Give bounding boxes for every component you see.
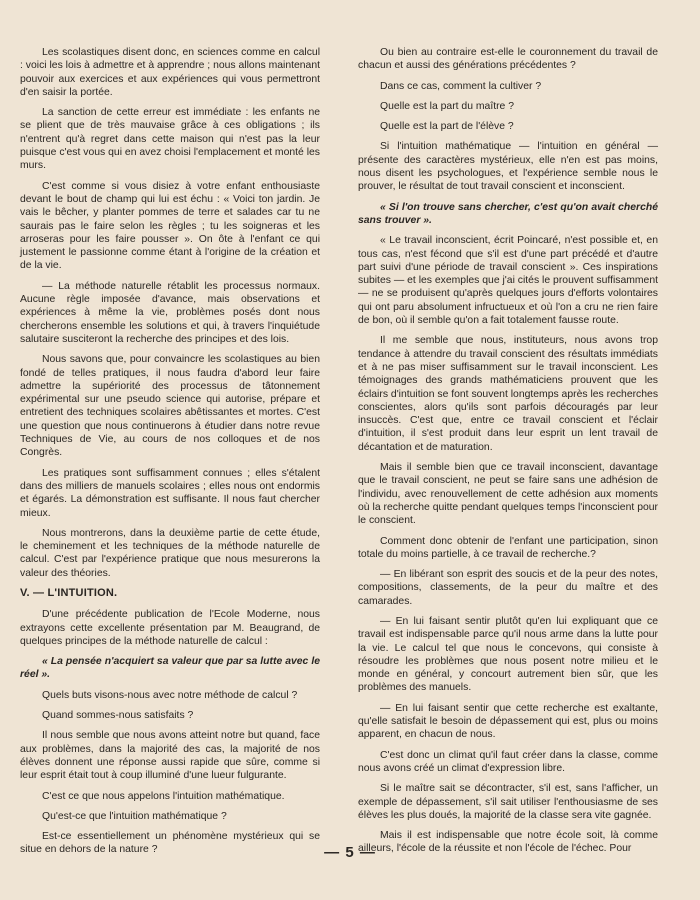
section-heading: V. — L'INTUITION. bbox=[20, 586, 118, 599]
paragraph: C'est donc un climat qu'il faut créer dans la classe, comme nous avons créé un climat d'expression libre. bbox=[358, 749, 658, 774]
paragraph: Quels buts visons-nous avec notre méthode de calcul ? bbox=[42, 689, 298, 701]
paragraph: Il nous semble que nous avons atteint notre but quand, face aux problèmes, dans la majorité des cas, la majorité de nos élèves donnent une réponse aussi rapide que sûre, comme si leur esprit était tout à coup illuminé d'une lueur fulgurante. bbox=[20, 730, 320, 782]
paragraph: Quand sommes-nous satisfaits ? bbox=[42, 710, 194, 722]
paragraph: Quelle est la part de l'élève ? bbox=[380, 121, 514, 133]
paragraph: Les scolastiques disent donc, en sciences comme en calcul : voici les lois à admettre et à apprendre ; nous allons maintenant pouvoir aux exercices et aux expériences qui vous permettront d'en saisir la portée. bbox=[20, 47, 320, 98]
paragraph: Mais il semble bien que ce travail inconscient, davantage que le travail conscient, ne peut se faire sans une adhésion de l'individu, avec renouvellement de cette adhésion aux moments où la recherche quitte pendant quelques temps l'inconscient pour le conscient. bbox=[358, 462, 658, 527]
paragraph: Dans ce cas, comment la cultiver ? bbox=[380, 80, 542, 92]
paragraph: Nous montrerons, dans la deuxième partie de cette étude, le cheminement et les techniques de la méthode naturelle de calcul. C'est par l'expérience pratique que nous mesurerons la valeur des théories. bbox=[20, 527, 320, 579]
paragraph: Si le maître sait se décontracter, s'il est, sans l'afficher, un exemple de dépassement, s'il sait utiliser l'enthousiasme de ses élèves les plus doués, la majorité de la classe sera vite gagnée. bbox=[358, 783, 658, 821]
paragraph: — En lui faisant sentir que cette recherche est exaltante, qu'elle satisfait le besoin de dépassement qui est, plus ou moins apparent, en chacun de nous. bbox=[358, 702, 658, 741]
paragraph: Les pratiques sont suffisamment connues ; elles s'étalent dans des milliers de manuels scolaires ; elles nous ont endormis et égarés. La démonstration est suffisante. Il nous faut chercher mieux. bbox=[20, 467, 320, 519]
paragraph: C'est comme si vous disiez à votre enfant enthousiaste devant le bout de champ qui lui est échu : « Voici ton jardin. Je vais le bêcher, y planter pommes de terre et salades car tu ne saurais pas le faire selon les règles ; tu les soigneras et les arroseras pour les faire pousser ». On ôte à l'enfant ce qui justement le passionne comme étant à l'origine de la création et de la vie. bbox=[20, 180, 320, 272]
quote: « Si l'on trouve sans chercher, c'est qu'on avait cherché sans trouver ». bbox=[358, 201, 658, 226]
paragraph: Ou bien au contraire est-elle le couronnement du travail de chacun et aussi des générations précédentes ? bbox=[358, 47, 658, 72]
paragraph: — En libérant son esprit des soucis et de la peur des notes, compositions, classements, de la peur du maître et des camarades. bbox=[358, 569, 658, 607]
left-column bbox=[20, 46, 320, 864]
page-number: — 5 — bbox=[324, 844, 376, 861]
paragraph: « Le travail inconscient, écrit Poincaré, n'est possible et, en tous cas, n'est fécond que s'il est d'une part précédé et d'autre part suivi d'une période de travail conscient ». Ces inspirations subites — et les exemples que j'ai cités le prouvent suffisamment — ne se produisent qu'après quelques jours d'efforts volontaires qui ont paru absolument infructueux et où l'on a cru ne rien faire de bon, où il semble qu'on a fait totalement fausse route. bbox=[358, 235, 658, 327]
paragraph: D'une précédente publication de l'Ecole Moderne, nous extrayons cette excellente présentation par M. Beaugrand, de quelques principes de la méthode naturelle de calcul : bbox=[20, 609, 320, 647]
paragraph: Nous savons que, pour convaincre les scolastiques au bien fondé de telles pratiques, il nous faudra d'abord leur faire admettre la supériorité des processus de tâtonnement expérimental sur une pseudo science qui autorise, prépare et entretient des techniques scolaires abêtissantes et mortes. C'est une question que nous continuerons à étudier dans notre revue Techniques de Vie, au cours de nos colloques et de nos Congrès. bbox=[20, 354, 320, 459]
paragraph: La sanction de cette erreur est immédiate : les enfants ne se plient que de très mauvaise grâce à ces obligations ; ils n'entrent qu'à regret dans cette maison qui n'est pas la leur puisque c'est vous qui en avez choisi l'emplacement et monté les murs. bbox=[20, 107, 320, 172]
right-column bbox=[358, 46, 658, 863]
quote: « La pensée n'acquiert sa valeur que par sa lutte avec le réel ». bbox=[20, 656, 320, 681]
paragraph: C'est ce que nous appelons l'intuition mathématique. bbox=[42, 790, 285, 802]
paragraph: Quelle est la part du maître ? bbox=[380, 100, 514, 112]
paragraph: Mais il est indispensable que notre école soit, là comme ailleurs, l'école de la réussite et non l'école de l'échec. Pour bbox=[358, 830, 658, 855]
paragraph: — La méthode naturelle rétablit les processus normaux. Aucune règle imposée d'avance, mais observations et expériences à même la vie, problèmes posés dont nous chercherons ensemble les solutions et qui, à travers l'inquiétude salutaire susciteront la recherche des principes et des lois. bbox=[20, 280, 320, 345]
paragraph: — En lui faisant sentir plutôt qu'en lui expliquant que ce travail est indispensable parce qu'il nous arme dans la lutte pour la vie. Le calcul tel que nous le concevons, qui consiste à résoudre les problèmes que nous posent notre milieu et le monde en général, y concourt autrement bien sûr, que les problèmes des manuels. bbox=[358, 615, 658, 694]
paragraph: Il me semble que nous, instituteurs, nous avons trop tendance à attendre du travail conscient des résultats immédiats et à ne pas miser suffisamment sur le travail inconscient. Les témoignages des grands mathématiciens prouvent que les éclairs d'intuition se font souvent longtemps après les recherches conscientes, alors qu'ils sont parfois découragés par leur insuccès. C'est que, entre ce travail conscient et l'éclair d'intuition, il s'est produit dans leur esprit un lent travail de décantation et de maturation. bbox=[358, 335, 659, 453]
paragraph: Comment donc obtenir de l'enfant une participation, sinon totale du moins partielle, à ce travail de recherche.? bbox=[358, 535, 658, 560]
paragraph: Est-ce essentiellement un phénomène mystérieux qui se situe en dehors de la nature ? bbox=[20, 831, 320, 856]
paragraph: Qu'est-ce que l'intuition mathématique ? bbox=[42, 810, 227, 822]
paragraph: Si l'intuition mathématique — l'intuition en général — présente des caractères mystérieux, elle n'en est pas moins, nous disent les psychologues, et l'expérience semble nous le prouver, le résultat de tout travail conscient et inconscient. bbox=[358, 141, 658, 193]
